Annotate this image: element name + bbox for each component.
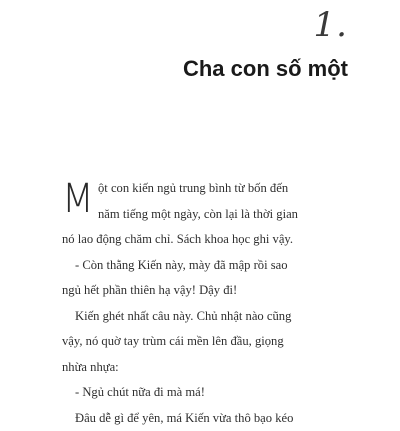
chapter-number: 1. bbox=[314, 8, 348, 42]
chapter-title: Cha con số một bbox=[183, 58, 348, 80]
text-line: - Còn thằng Kiến này, mày đã mập rồi sao bbox=[62, 253, 352, 279]
chapter-body bbox=[62, 176, 352, 431]
text-line: năm tiếng một ngày, còn lại là thời gian bbox=[62, 202, 352, 228]
opening-paragraph bbox=[62, 176, 352, 227]
drop-cap: M bbox=[62, 178, 94, 220]
text-line: Đâu dễ gì để yên, má Kiến vừa thô bạo kéo bbox=[62, 406, 352, 431]
text-line: nhừa nhựa: bbox=[62, 355, 352, 381]
text-line: ngủ hết phần thiên hạ vậy! Dậy đi! bbox=[62, 278, 352, 304]
text-line: - Ngủ chút nữa đi mà má! bbox=[62, 380, 352, 406]
text-line: Kiến ghét nhất câu này. Chủ nhật nào cũng bbox=[62, 304, 352, 330]
text-line: nó lao động chăm chỉ. Sách khoa học ghi vậy. bbox=[62, 227, 352, 253]
text-line: vậy, nó quờ tay trùm cái mền lên đầu, giọng bbox=[62, 329, 352, 355]
text-line: ột con kiến ngủ trung bình từ bốn đến bbox=[62, 176, 352, 202]
